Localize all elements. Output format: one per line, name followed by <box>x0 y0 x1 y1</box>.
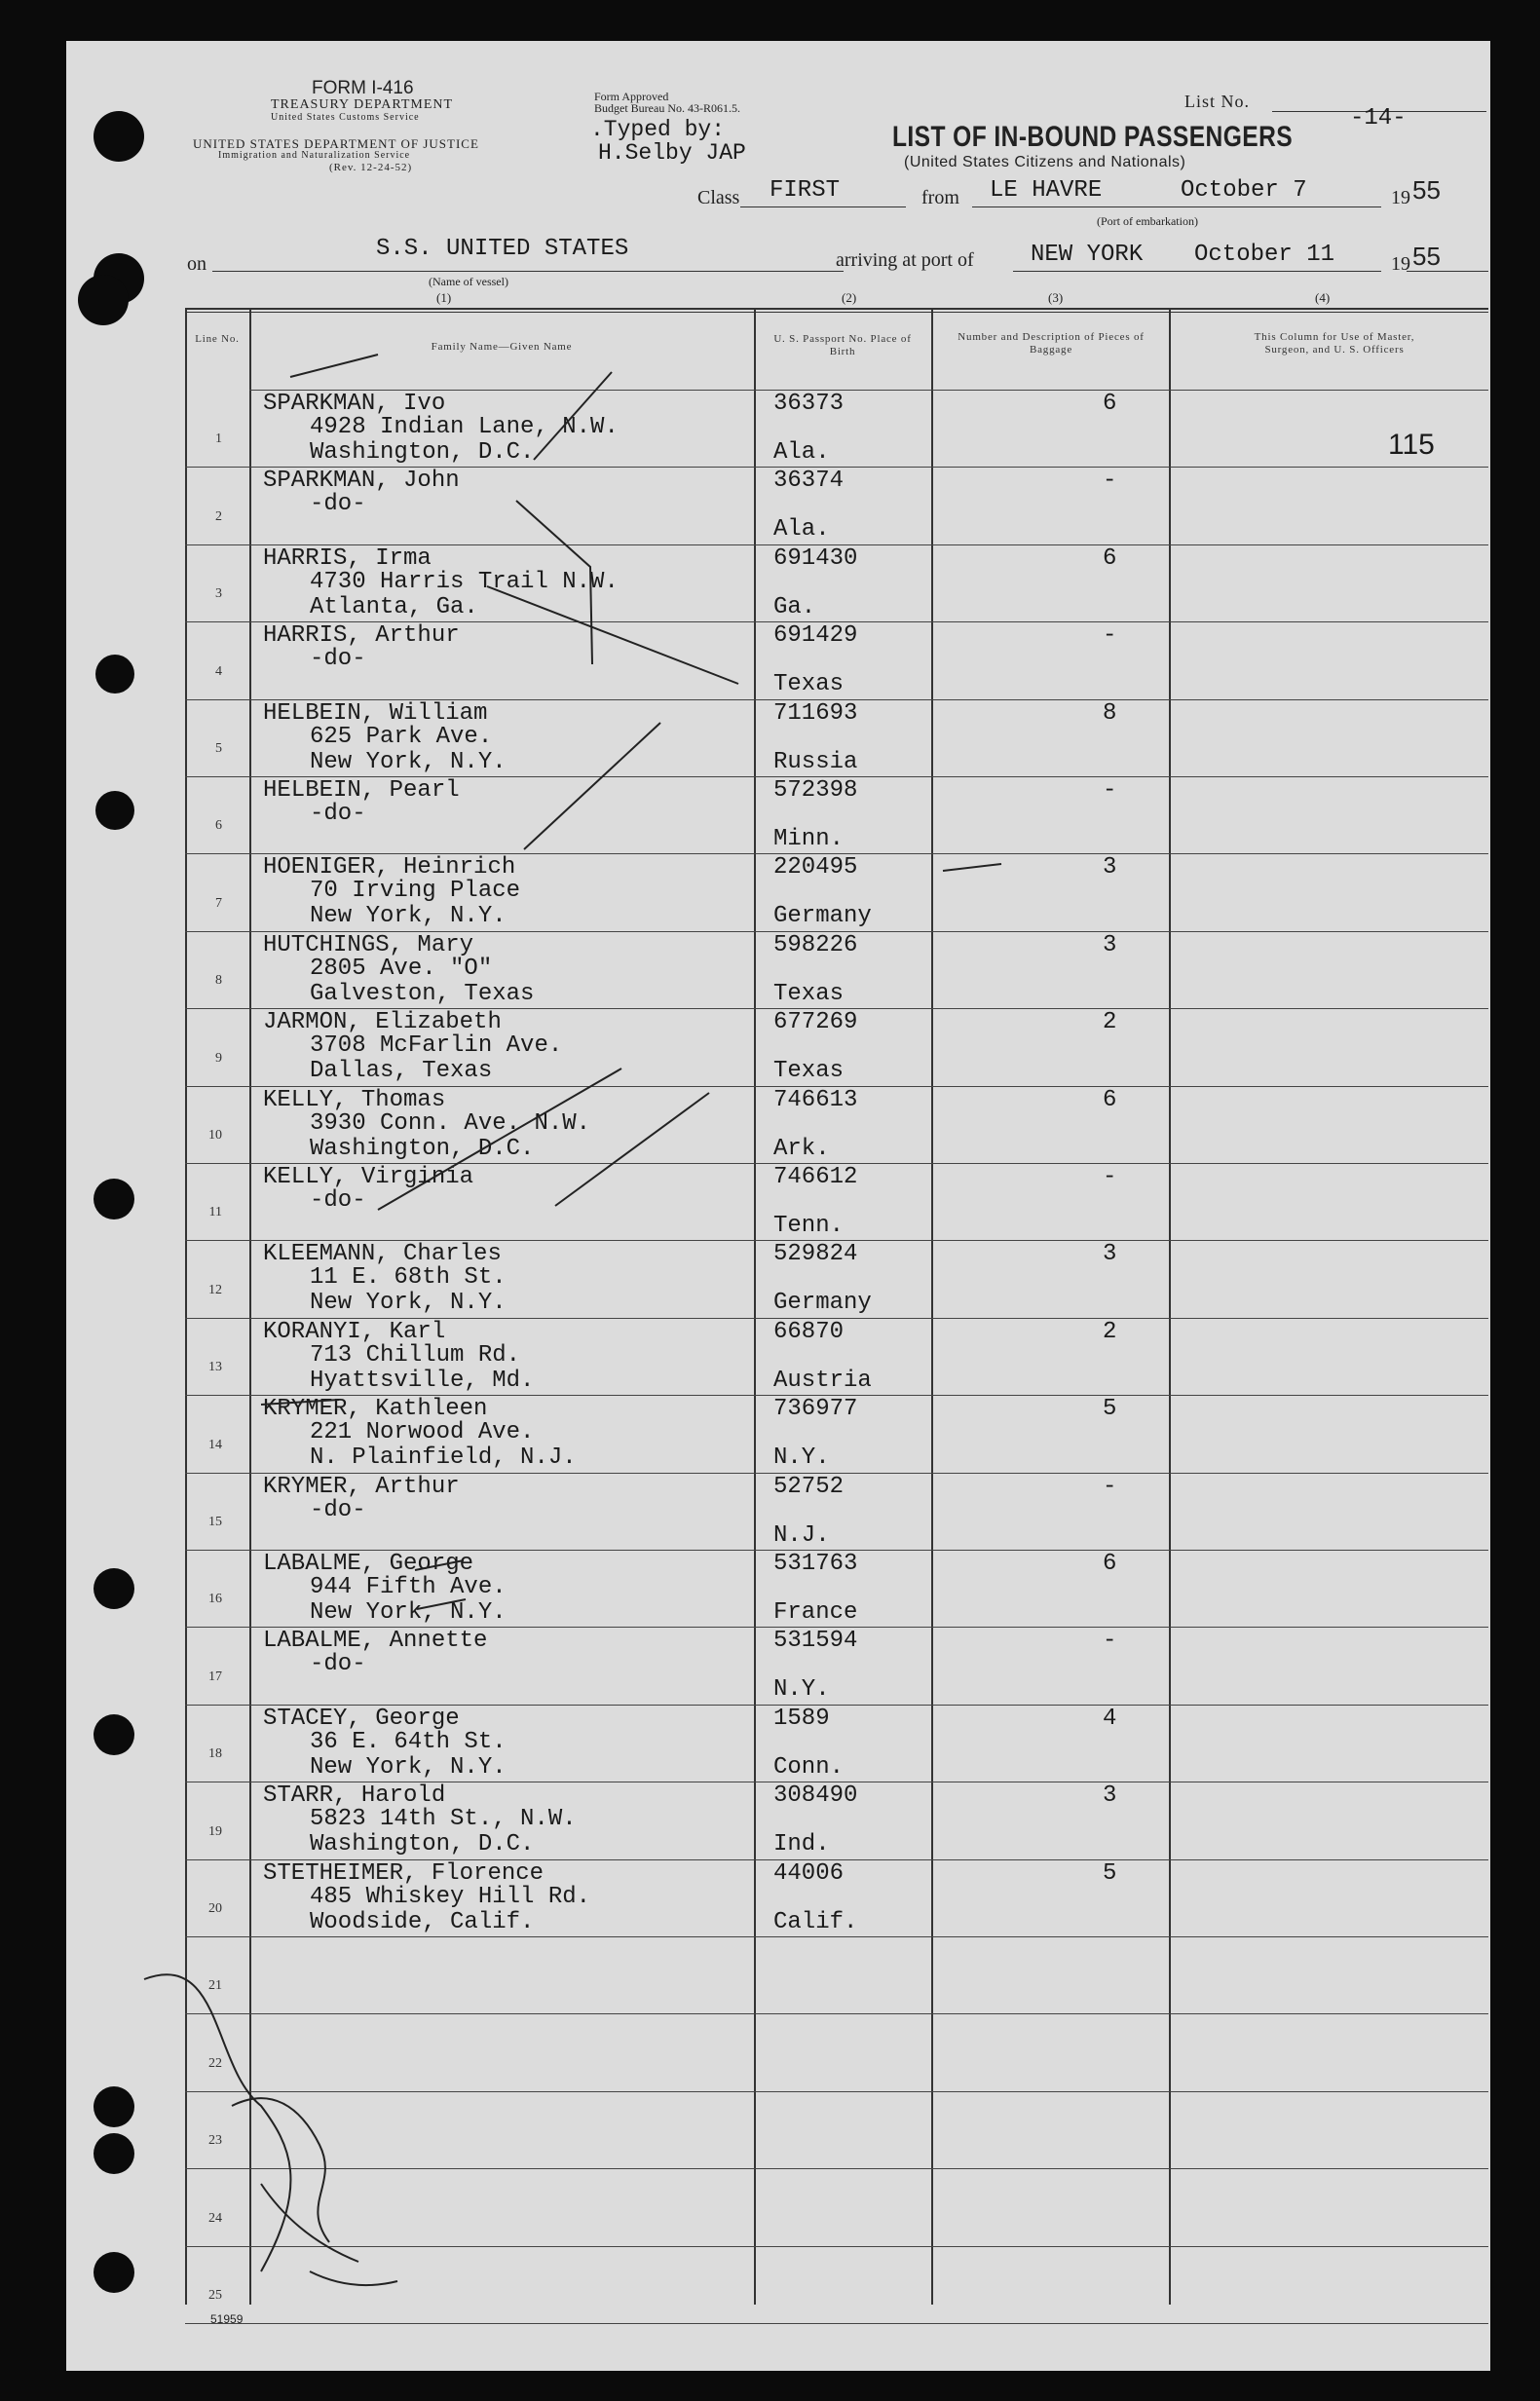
address-line-2: Atlanta, Ga. <box>310 593 478 620</box>
class-value: FIRST <box>770 177 841 204</box>
year-prefix: 19 <box>1391 187 1410 208</box>
vessel-name: S.S. UNITED STATES <box>376 236 629 262</box>
passenger-name: HELBEIN, Pearl <box>263 777 460 804</box>
birth-place: Russia <box>773 748 858 775</box>
address-line-1: 70 Irving Place <box>310 878 521 905</box>
line-number: 9 <box>215 1050 222 1066</box>
passenger-name: JARMON, Elizabeth <box>263 1009 502 1036</box>
passenger-name: KRYMER, Kathleen <box>263 1396 488 1423</box>
address-line-1: 5823 14th St., N.W. <box>310 1806 577 1833</box>
passport-number: 529824 <box>773 1241 858 1268</box>
baggage-count: 2 <box>1103 1318 1117 1345</box>
baggage-count: 6 <box>1103 1551 1117 1577</box>
address-line-1: -do- <box>310 1496 366 1523</box>
column-header-line-no: Line No. <box>195 333 240 345</box>
passport-number: 711693 <box>773 699 858 727</box>
on-label: on <box>187 253 207 275</box>
birth-place: N.Y. <box>773 1676 830 1704</box>
passport-number: 66870 <box>773 1318 845 1345</box>
passenger-name: KORANYI, Karl <box>263 1318 446 1345</box>
address-line-1: 4730 Harris Trail N.W. <box>310 568 619 595</box>
dept-justice-sub: Immigration and Naturalization Service <box>218 150 411 161</box>
column-header-officers: This Column for Use of Master, Surgeon, and U. S. Officers <box>1254 331 1415 356</box>
passenger-name: KELLY, Thomas <box>263 1086 446 1113</box>
baggage-count: 2 <box>1103 1009 1117 1036</box>
line-number: 12 <box>208 1282 222 1297</box>
birth-place: Texas <box>773 1058 845 1085</box>
line-number: 10 <box>208 1127 222 1143</box>
line-number: 25 <box>208 2287 222 2303</box>
address-line-1: -do- <box>310 1651 366 1678</box>
line-number: 13 <box>208 1360 222 1375</box>
birth-place: France <box>773 1599 858 1626</box>
year2-value: 55 <box>1412 242 1441 271</box>
baggage-count: 3 <box>1103 854 1117 882</box>
typed-by-value: H.Selby JAP <box>598 140 746 166</box>
address-line-1: 485 Whiskey Hill Rd. <box>310 1883 591 1910</box>
address-line-2: N. Plainfield, N.J. <box>310 1444 577 1472</box>
address-line-1: -do- <box>310 491 366 518</box>
port-caption: (Port of embarkation) <box>1097 214 1198 228</box>
address-line-1: 3930 Conn. Ave. N.W. <box>310 1109 591 1137</box>
line-number: 3 <box>215 586 222 602</box>
line-number: 4 <box>215 663 222 679</box>
passport-number: 736977 <box>773 1396 858 1423</box>
address-line-2: Woodside, Calif. <box>310 1908 535 1935</box>
year2-prefix: 19 <box>1391 253 1410 275</box>
passport-number: 572398 <box>773 777 858 804</box>
address-line-2: New York, N.Y. <box>310 1753 507 1781</box>
passenger-name: STETHEIMER, Florence <box>263 1859 545 1887</box>
address-line-2: New York, N.Y. <box>310 748 507 775</box>
list-no-label: List No. <box>1184 92 1251 111</box>
passport-number: 44006 <box>773 1859 845 1887</box>
passport-number: 36374 <box>773 468 845 495</box>
address-line-2: New York, N.Y. <box>310 903 507 930</box>
baggage-count: - <box>1103 622 1117 650</box>
column-number-2: (2) <box>842 290 857 305</box>
passenger-name: KELLY, Virginia <box>263 1164 474 1190</box>
address-line-1: 2805 Ave. "O" <box>310 955 493 982</box>
birth-place: Texas <box>773 980 845 1007</box>
passport-number: 598226 <box>773 931 858 958</box>
page-subtitle: (United States Citizens and Nationals) <box>904 154 1186 170</box>
address-line-1: -do- <box>310 1187 366 1214</box>
typed-by-label: .Typed by: <box>590 117 726 142</box>
passport-number: 677269 <box>773 1009 858 1036</box>
passport-number: 36373 <box>773 391 845 417</box>
birth-place: Ga. <box>773 593 816 620</box>
passport-number: 746612 <box>773 1164 858 1190</box>
address-line-1: -do- <box>310 646 366 673</box>
address-line-2: Washington, D.C. <box>310 439 535 466</box>
passport-number: 691429 <box>773 622 858 650</box>
birth-place: Ark. <box>773 1135 830 1162</box>
baggage-count: 3 <box>1103 931 1117 958</box>
line-number: 1 <box>215 431 222 447</box>
passenger-name: STACEY, George <box>263 1705 460 1732</box>
passport-number: 308490 <box>773 1782 858 1810</box>
passenger-name: KLEEMANN, Charles <box>263 1241 502 1268</box>
baggage-count: 6 <box>1103 544 1117 572</box>
address-line-1: 625 Park Ave. <box>310 723 493 750</box>
line-number: 23 <box>208 2133 222 2149</box>
form-number: FORM I-416 <box>312 78 414 98</box>
address-line-2: Dallas, Texas <box>310 1058 493 1085</box>
arrival-port: NEW YORK <box>1031 242 1144 268</box>
baggage-count: - <box>1103 1164 1117 1190</box>
column-number-4: (4) <box>1315 290 1331 305</box>
passport-number: 531594 <box>773 1628 858 1655</box>
address-line-2: New York, N.Y. <box>310 1599 507 1626</box>
address-line-1: -do- <box>310 801 366 827</box>
address-line-1: 36 E. 64th St. <box>310 1728 507 1755</box>
dept-justice: UNITED STATES DEPARTMENT OF JUSTICE <box>193 136 479 151</box>
passenger-name: HELBEIN, William <box>263 699 488 727</box>
birth-place: Germany <box>773 903 872 930</box>
address-line-1: 713 Chillum Rd. <box>310 1341 521 1369</box>
baggage-count: - <box>1103 1473 1117 1500</box>
address-line-2: Galveston, Texas <box>310 980 535 1007</box>
form-approved: Form Approved <box>594 90 669 103</box>
passport-number: 531763 <box>773 1551 858 1577</box>
column-number-1: (1) <box>436 290 452 305</box>
birth-place: Conn. <box>773 1753 845 1781</box>
baggage-count: - <box>1103 1628 1117 1655</box>
passenger-name: LABALME, George <box>263 1551 474 1577</box>
birth-place: Texas <box>773 671 845 698</box>
passenger-name: HUTCHINGS, Mary <box>263 931 474 958</box>
embarkation-port: LE HAVRE <box>990 177 1103 204</box>
baggage-count: 3 <box>1103 1241 1117 1268</box>
form-page <box>66 41 1490 2371</box>
dept-treasury: TREASURY DEPARTMENT <box>271 97 454 112</box>
line-number: 20 <box>208 1900 222 1916</box>
line-number: 17 <box>208 1669 222 1684</box>
from-label: from <box>921 187 959 208</box>
line-number: 11 <box>208 1205 222 1220</box>
passenger-name: SPARKMAN, Ivo <box>263 391 446 417</box>
column-number-3: (3) <box>1048 290 1064 305</box>
line-number: 7 <box>215 895 222 911</box>
baggage-count: - <box>1103 777 1117 804</box>
line-number: 6 <box>215 818 222 834</box>
passport-number: 691430 <box>773 544 858 572</box>
passenger-name: HARRIS, Arthur <box>263 622 460 650</box>
birth-place: Ind. <box>773 1831 830 1858</box>
page-title: LIST OF IN-BOUND PASSENGERS <box>892 121 1294 153</box>
line-number: 19 <box>208 1823 222 1839</box>
birth-place: Ala. <box>773 516 830 544</box>
baggage-count: 3 <box>1103 1782 1117 1810</box>
birth-place: Ala. <box>773 439 830 466</box>
form-code: 51959 <box>210 2312 244 2326</box>
passenger-name: KRYMER, Arthur <box>263 1473 460 1500</box>
year-value: 55 <box>1412 175 1441 205</box>
address-line-2: Washington, D.C. <box>310 1135 535 1162</box>
address-line-2: Hyattsville, Md. <box>310 1367 535 1394</box>
line-number: 14 <box>208 1437 222 1452</box>
line-number: 24 <box>208 2210 222 2226</box>
address-line-1: 221 Norwood Ave. <box>310 1419 535 1446</box>
passport-number: 220495 <box>773 854 858 882</box>
officer-note: 115 <box>1388 429 1435 461</box>
embarkation-date: October 7 <box>1181 177 1307 204</box>
birth-place: N.J. <box>773 1521 830 1549</box>
column-header-passport: U. S. Passport No. Place of Birth <box>773 333 912 357</box>
address-line-1: 11 E. 68th St. <box>310 1264 507 1292</box>
passport-number: 52752 <box>773 1473 845 1500</box>
baggage-count: - <box>1103 468 1117 495</box>
line-number: 16 <box>208 1592 222 1607</box>
address-line-2: Washington, D.C. <box>310 1831 535 1858</box>
arrival-date: October 11 <box>1194 242 1335 268</box>
birth-place: Calif. <box>773 1908 858 1935</box>
birth-place: Minn. <box>773 826 845 852</box>
handwritten-marks <box>66 41 1490 2371</box>
vessel-caption: (Name of vessel) <box>429 275 508 288</box>
baggage-count: 5 <box>1103 1859 1117 1887</box>
line-number: 15 <box>208 1514 222 1529</box>
birth-place: Austria <box>773 1367 872 1394</box>
baggage-count: 4 <box>1103 1705 1117 1732</box>
address-line-1: 944 Fifth Ave. <box>310 1574 507 1600</box>
passport-number: 1589 <box>773 1705 830 1732</box>
birth-place: Tenn. <box>773 1213 845 1239</box>
baggage-count: 8 <box>1103 699 1117 727</box>
column-header-name: Family Name—Given Name <box>431 341 573 353</box>
column-header-baggage: Number and Description of Pieces of Baggage <box>958 331 1145 356</box>
address-line-1: 3708 McFarlin Ave. <box>310 1032 563 1060</box>
line-number: 18 <box>208 1746 222 1762</box>
dept-treasury-sub: United States Customs Service <box>271 112 420 123</box>
passport-number: 746613 <box>773 1086 858 1113</box>
line-number: 8 <box>215 973 222 989</box>
revision: (Rev. 12-24-52) <box>329 162 413 173</box>
list-no-value: -14- <box>1350 105 1407 131</box>
passenger-name: HARRIS, Irma <box>263 544 432 572</box>
arriving-label: arriving at port of <box>836 249 974 271</box>
line-number: 22 <box>208 2055 222 2071</box>
baggage-count: 6 <box>1103 391 1117 417</box>
baggage-count: 6 <box>1103 1086 1117 1113</box>
address-line-1: 4928 Indian Lane, N.W. <box>310 414 619 440</box>
line-number: 5 <box>215 740 222 756</box>
line-number: 2 <box>215 508 222 524</box>
line-number: 21 <box>208 1978 222 1994</box>
passenger-name: STARR, Harold <box>263 1782 446 1810</box>
passenger-name: LABALME, Annette <box>263 1628 488 1655</box>
address-line-2: New York, N.Y. <box>310 1290 507 1317</box>
baggage-count: 5 <box>1103 1396 1117 1423</box>
birth-place: Germany <box>773 1290 872 1317</box>
birth-place: N.Y. <box>773 1444 830 1472</box>
budget-bureau: Budget Bureau No. 43-R061.5. <box>594 101 740 115</box>
class-label: Class <box>697 187 740 208</box>
passenger-name: HOENIGER, Heinrich <box>263 854 516 882</box>
passenger-name: SPARKMAN, John <box>263 468 460 495</box>
